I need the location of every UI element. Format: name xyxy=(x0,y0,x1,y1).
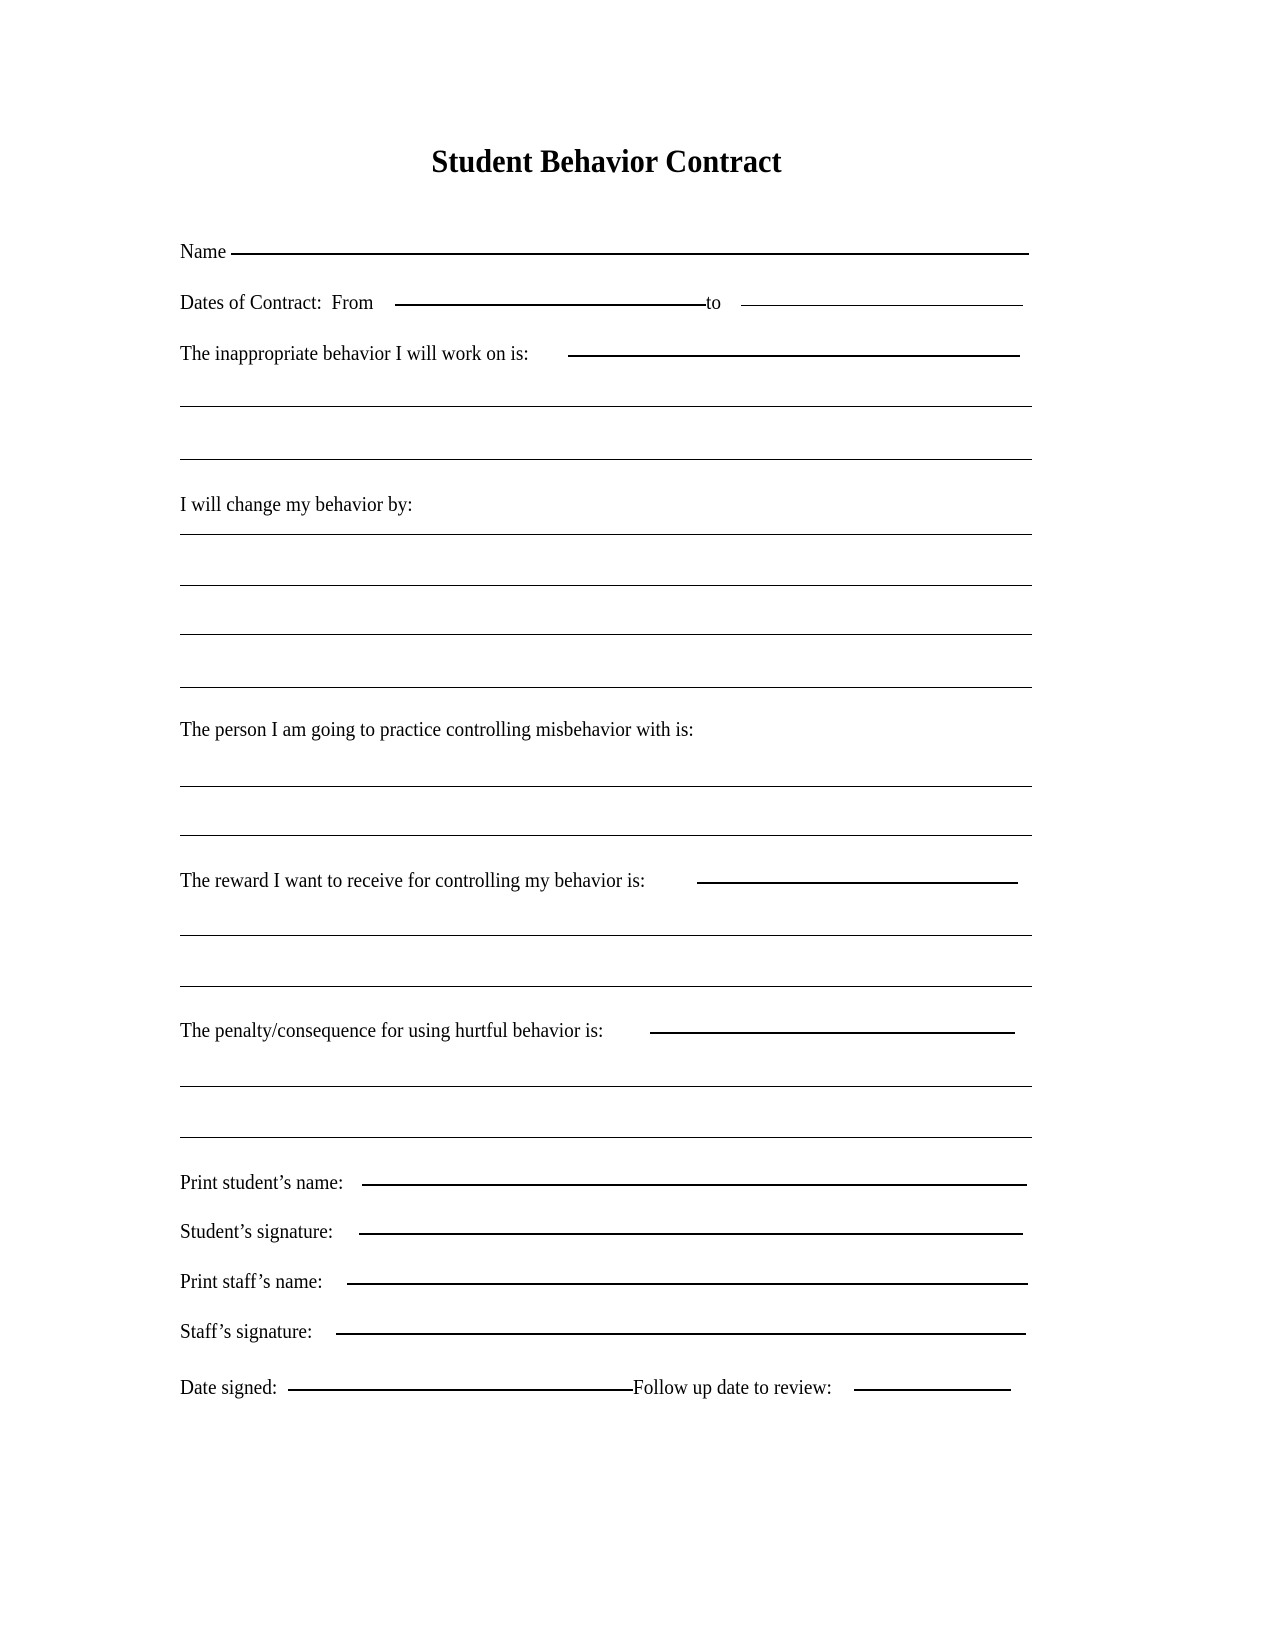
practice-person-input-line-1[interactable] xyxy=(180,786,1032,787)
penalty-label: The penalty/consequence for using hurtful behavior is: xyxy=(180,1018,604,1042)
reward-label: The reward I want to receive for controlling my behavior is: xyxy=(180,868,646,892)
practice-person-input-line-2[interactable] xyxy=(180,835,1032,836)
field-row-reward xyxy=(180,865,1018,895)
change-behavior-input-line-3[interactable] xyxy=(180,634,1032,635)
print-student-name-label: Print student’s name: xyxy=(180,1170,344,1194)
field-row-student-signature xyxy=(180,1216,1023,1246)
change-behavior-input-line-1[interactable] xyxy=(180,534,1032,535)
dates-to-label: to xyxy=(705,290,722,314)
change-behavior-input-line-4[interactable] xyxy=(180,687,1032,688)
inappropriate-behavior-input-line-3[interactable] xyxy=(180,459,1032,460)
date-signed-input[interactable] xyxy=(288,1389,633,1391)
penalty-input-line-3[interactable] xyxy=(180,1137,1032,1138)
staff-signature-label: Staff’s signature: xyxy=(180,1319,313,1343)
print-student-name-input[interactable] xyxy=(362,1184,1027,1186)
print-staff-name-input[interactable] xyxy=(347,1283,1028,1285)
field-row-inappropriate-behavior xyxy=(180,338,1020,368)
penalty-input[interactable] xyxy=(650,1032,1015,1034)
field-row-dates xyxy=(180,287,1023,317)
staff-signature-input[interactable] xyxy=(336,1333,1026,1335)
change-behavior-input-line-2[interactable] xyxy=(180,585,1032,586)
reward-input-line-3[interactable] xyxy=(180,986,1032,987)
student-signature-label: Student’s signature: xyxy=(180,1219,334,1243)
penalty-input-line-2[interactable] xyxy=(180,1086,1032,1087)
field-row-penalty xyxy=(180,1015,1015,1045)
reward-input-line-2[interactable] xyxy=(180,935,1032,936)
field-row-print-student-name xyxy=(180,1167,1027,1197)
dates-of-contract-label: Dates of Contract: From xyxy=(180,290,374,314)
field-row-practice-person xyxy=(180,714,751,744)
page-title: Student Behavior Contract xyxy=(431,144,782,180)
inappropriate-behavior-input[interactable] xyxy=(568,355,1020,357)
name-input[interactable] xyxy=(231,253,1029,255)
follow-up-date-label: Follow up date to review: xyxy=(633,1375,832,1399)
field-row-change-behavior xyxy=(180,489,439,519)
field-row-print-staff-name xyxy=(180,1266,1028,1296)
inappropriate-behavior-input-line-2[interactable] xyxy=(180,406,1032,407)
inappropriate-behavior-label: The inappropriate behavior I will work on is: xyxy=(180,341,529,365)
follow-up-date-input[interactable] xyxy=(854,1389,1011,1391)
field-row-staff-signature xyxy=(180,1316,1026,1346)
reward-input[interactable] xyxy=(697,882,1018,884)
date-from-input[interactable] xyxy=(395,304,706,306)
date-to-input[interactable] xyxy=(741,305,1023,306)
print-staff-name-label: Print staff’s name: xyxy=(180,1269,323,1293)
date-signed-label: Date signed: xyxy=(180,1375,278,1399)
student-signature-input[interactable] xyxy=(359,1233,1023,1235)
field-row-date-signed xyxy=(180,1372,1011,1402)
field-row-name xyxy=(180,236,1029,266)
name-label: Name xyxy=(180,239,227,263)
practice-person-label: The person I am going to practice controlling misbehavior with is: xyxy=(180,717,694,741)
change-behavior-label: I will change my behavior by: xyxy=(180,492,413,516)
